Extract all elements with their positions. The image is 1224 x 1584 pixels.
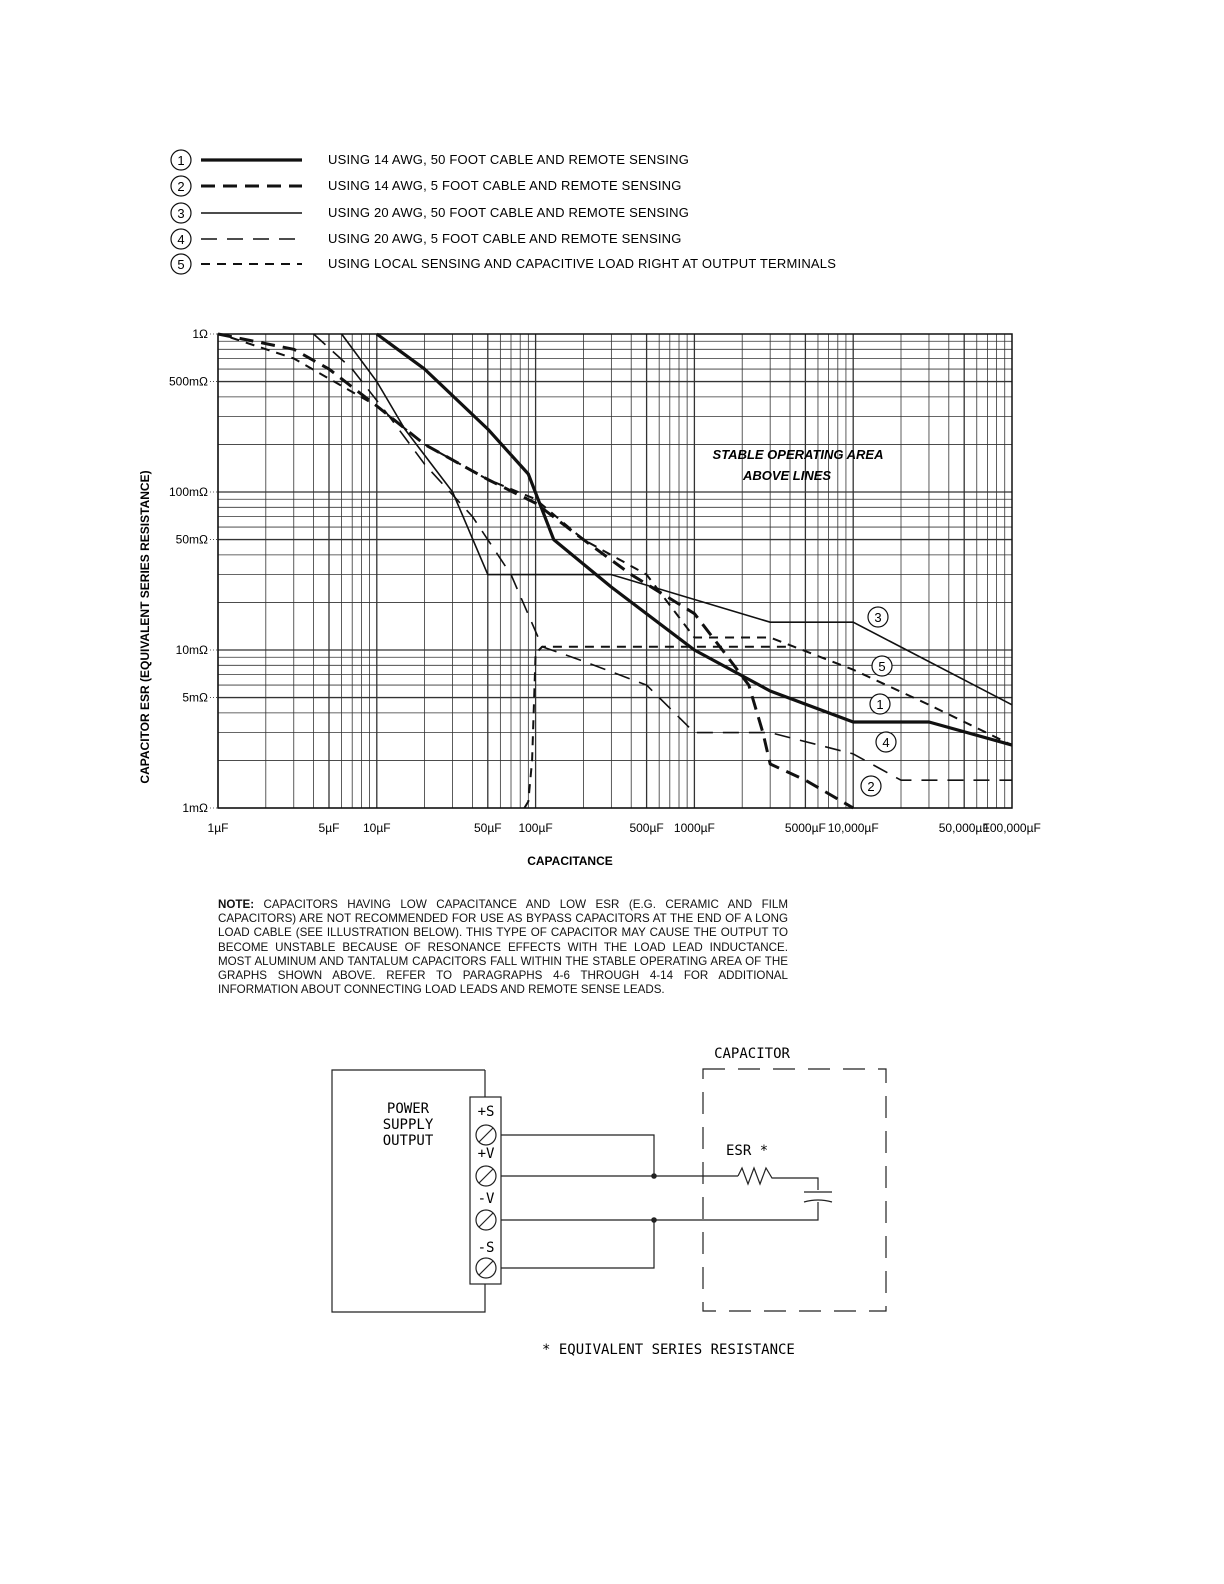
x-tick-label: 1µF: [207, 821, 229, 835]
series-marker-5: 5: [878, 659, 886, 674]
stable-area-annotation-line-1: STABLE OPERATING AREA: [712, 447, 884, 462]
chart-legend: [171, 150, 836, 274]
terminal-screw-s-minus: [476, 1258, 496, 1278]
terminal-screw-v-minus: [476, 1210, 496, 1230]
y-tick-label: 5mΩ: [182, 690, 208, 705]
terminal-screw-v-plus: [476, 1166, 496, 1186]
note-lead: NOTE:: [218, 898, 255, 911]
legend-number-2: 2: [177, 179, 185, 194]
esr-footnote: * EQUIVALENT SERIES RESISTANCE: [542, 1342, 795, 1358]
sense-plus-wire: [501, 1135, 654, 1176]
note-paragraph: [218, 898, 788, 997]
x-tick-label: 100,000µF: [983, 821, 1041, 835]
legend-label-2: USING 14 AWG, 5 FOOT CABLE AND REMOTE SENSING: [328, 178, 682, 193]
x-tick-label: 50,000µF: [938, 821, 990, 835]
y-tick-label: 10mΩ: [175, 643, 208, 657]
x-tick-label: 100µF: [518, 821, 553, 835]
series-line-3: [342, 334, 1012, 705]
y-axis-title: CAPACITOR ESR (EQUIVALENT SERIES RESISTANCE): [138, 470, 152, 784]
x-tick-label: 10,000µF: [827, 821, 879, 835]
x-tick-label: 5000µF: [784, 821, 826, 835]
series-marker-4: 4: [882, 735, 890, 750]
legend-label-4: USING 20 AWG, 5 FOOT CABLE AND REMOTE SENSING: [328, 231, 682, 246]
esr-resistor-symbol: [738, 1168, 818, 1190]
series-line-5: [231, 338, 1012, 746]
junction-dot-top: [652, 1174, 656, 1178]
capacitor-plate-bottom: [804, 1200, 832, 1202]
terminal-label: -V: [477, 1191, 495, 1207]
stable-area-annotation-line-2: ABOVE LINES: [742, 468, 832, 483]
sense-minus-wire: [501, 1220, 654, 1268]
capacitor-dashed-box: [703, 1069, 886, 1311]
series-marker-3: 3: [874, 610, 882, 625]
y-tick-label: 1mΩ: [182, 801, 208, 815]
legend-label-5: USING LOCAL SENSING AND CAPACITIVE LOAD RIGHT AT OUTPUT TERMINALS: [328, 256, 837, 271]
esr-chart: [138, 327, 1041, 868]
terminal-label: +S: [477, 1104, 495, 1120]
capacitor-label: CAPACITOR: [714, 1046, 790, 1062]
x-axis-title: CAPACITANCE: [527, 854, 613, 868]
series-marker-1: 1: [876, 697, 884, 712]
terminal-label: +V: [477, 1146, 495, 1162]
series-marker-2: 2: [867, 779, 875, 794]
x-tick-label: 10µF: [363, 821, 391, 835]
y-tick-label: 1Ω: [192, 327, 208, 341]
terminal-label: -S: [477, 1240, 495, 1256]
legend-number-3: 3: [177, 206, 185, 221]
series-line-5-low: [524, 647, 790, 808]
power-supply-label: POWER: [386, 1101, 430, 1117]
x-tick-label: 5µF: [318, 821, 340, 835]
y-tick-label: 500mΩ: [169, 374, 208, 389]
legend-number-1: 1: [177, 153, 185, 168]
legend-label-1: USING 14 AWG, 50 FOOT CABLE AND REMOTE SENSING: [328, 152, 690, 167]
y-tick-label: 100mΩ: [169, 485, 208, 499]
legend-number-5: 5: [177, 257, 185, 272]
note-text: CAPACITORS HAVING LOW CAPACITANCE AND LOW ESR (E.G. CERAMIC AND FILM CAPACITORS) ARE NOT RECOMMENDED FOR USE AS BYPASS CAPACITORS AT THE END OF A LONG LOAD CABLE (SEE ILLUSTRATION BELOW). THIS TYPE OF CAPACITOR MAY CAUSE THE OUTPUT TO BECOME UNSTABLE BECAUSE OF RESONANCE EFFECTS WITH THE LOAD LEAD INDUCTANCE. MOST ALUMINUM AND TANTALUM CAPACITORS FALL WITHIN THE STABLE OPERATING AREA OF THE GRAPHS SHOWN ABOVE. REFER TO PARAGRAPHS 4-6 THROUGH 4-14 FOR ADDITIONAL INFORMATION ABOUT CONNECTING LOAD LEADS AND REMOTE SENSE LEADS.: [218, 898, 788, 997]
power-supply-label: SUPPLY: [382, 1117, 434, 1133]
terminal-screw-s-plus: [476, 1125, 496, 1145]
x-tick-label: 50µF: [473, 821, 502, 835]
v-minus-wire: [501, 1202, 818, 1220]
legend-label-3: USING 20 AWG, 50 FOOT CABLE AND REMOTE SENSING: [328, 205, 690, 220]
x-tick-label: 1000µF: [673, 821, 715, 835]
esr-label: ESR *: [726, 1143, 769, 1159]
x-tick-label: 500µF: [629, 821, 664, 835]
legend-number-4: 4: [177, 232, 185, 247]
junction-dot-bottom: [652, 1218, 656, 1222]
power-supply-label: OUTPUT: [382, 1133, 434, 1149]
y-tick-label: 50mΩ: [175, 532, 208, 547]
